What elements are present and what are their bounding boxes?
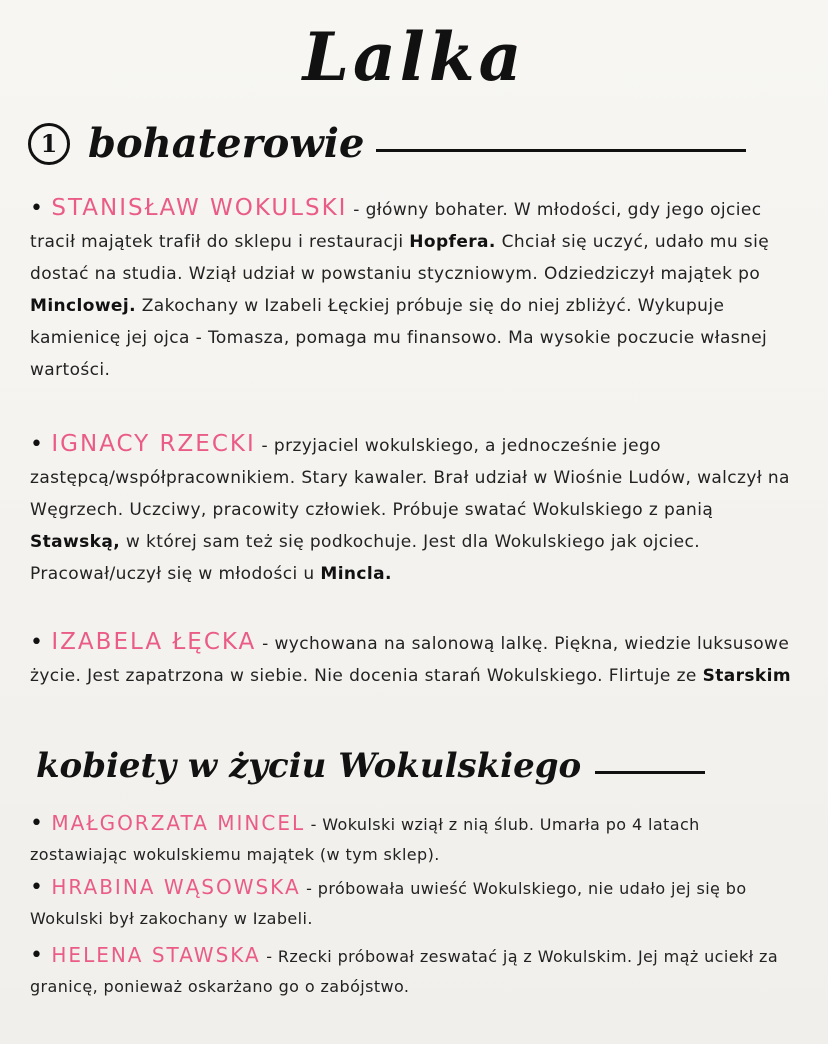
character-text: - główny bohater. W młodości, gdy jego ojciec tracił majątek trafił do sklepu i restauracji — [30, 200, 762, 252]
heading-underline — [595, 771, 705, 774]
bullet-icon: • — [30, 875, 44, 900]
character-name: IZABELA ŁĘCKA — [51, 629, 257, 655]
title-wrap — [0, 18, 828, 96]
bullet-icon: • — [30, 943, 44, 968]
section-number-badge: 1 — [28, 123, 70, 165]
character-name: STANISŁAW WOKULSKI — [51, 195, 348, 221]
character-highlight: Starskim — [702, 666, 791, 686]
character-text: - wychowana na salonową lalkę. Piękna, wiedzie luksusowe życie. Jest zapatrzona w siebie. Nie docenia starań Wokulskiego. Flirtuje ze — [30, 634, 790, 686]
heading-underline — [376, 149, 746, 152]
woman-name: HELENA STAWSKA — [51, 943, 261, 967]
section-heading-women — [36, 746, 705, 786]
bullet-icon: • — [30, 432, 44, 457]
woman-name: HRABINA WĄSOWSKA — [51, 875, 301, 899]
woman-text: - Rzecki próbował zeswatać ją z Wokulskim. Jej mąż uciekł za granicę, ponieważ oskarżano go o zabójstwo. — [30, 947, 779, 996]
woman-name: MAŁGORZATA MINCEL — [51, 811, 306, 835]
character-entry — [30, 192, 800, 386]
bullet-icon: • — [30, 630, 44, 655]
woman-text: - próbowała uwieść Wokulskiego, nie udało jej się bo Wokulski był zakochany w Izabeli. — [30, 879, 747, 928]
bullet-icon: • — [30, 196, 44, 221]
section-heading-text: kobiety w życiu Wokulskiego — [36, 746, 582, 786]
bullet-icon: • — [30, 811, 44, 836]
character-text: w której sam też się podkochuje. Jest dla Wokulskiego jak ojciec. Pracował/uczył się w młodości u — [30, 532, 701, 584]
character-highlight: Minclowej. — [30, 296, 136, 316]
woman-entry — [30, 940, 800, 1002]
character-entry — [30, 626, 800, 692]
character-text: Chciał się uczyć, udało mu się dostać na studia. Wziął udział w powstaniu styczniowym. Odziedziczył majątek po — [30, 232, 770, 284]
character-highlight: Mincla. — [320, 564, 392, 584]
woman-entry — [30, 872, 800, 934]
character-entry — [30, 428, 800, 590]
character-name: IGNACY RZECKI — [51, 431, 256, 457]
section-heading-characters — [28, 120, 746, 167]
section-heading-text: bohaterowie — [88, 120, 365, 167]
character-text: Zakochany w Izabeli Łęckiej próbuje się do niej zbliżyć. Wykupuje kamienicę jej ojca - Tomasza, pomaga mu finansowo. Ma wysokie poczucie własnej wartości. — [30, 296, 768, 380]
character-highlight: Hopfera. — [409, 232, 496, 252]
page-title-text: Lalka — [302, 18, 526, 96]
character-highlight: Stawską, — [30, 532, 121, 552]
character-text: - przyjaciel wokulskiego, a jednocześnie jego zastępcą/współpracownikiem. Stary kawaler. Brał udział w Wiośnie Ludów, walczył na Węgrzech. Uczciwy, pracowity człowiek. Próbuje swatać Wokulskiego z panią — [30, 436, 790, 520]
page-title — [281, 18, 548, 96]
woman-text: - Wokulski wziął z nią ślub. Umarła po 4 latach zostawiając wokulskiemu majątek (w tym sklep). — [30, 815, 700, 864]
woman-entry — [30, 808, 800, 870]
